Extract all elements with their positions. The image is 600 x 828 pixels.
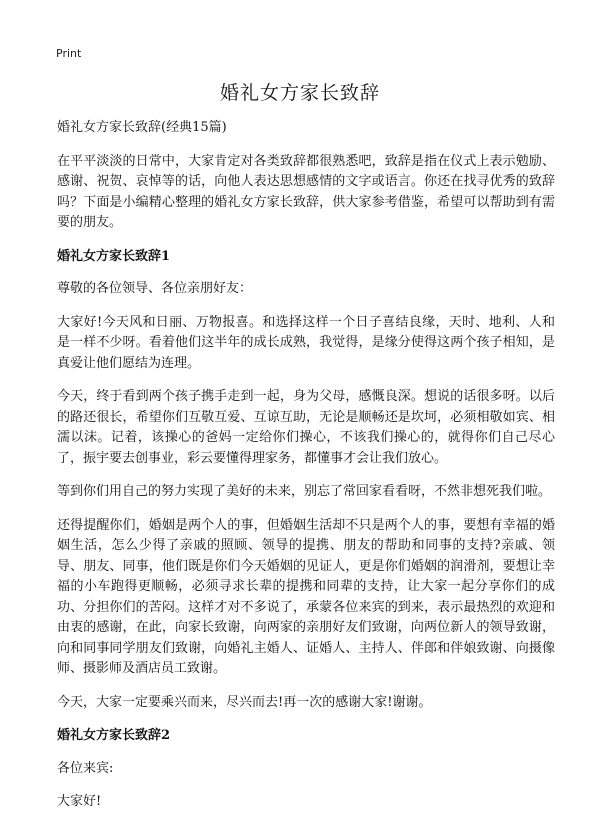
section-1-paragraph-4: 还得提醒你们，婚姻是两个人的事，但婚姻生活却不只是两个人的事，要想有幸福的婚姻生活，怎么少得了亲戚的照顾、领导的提携、朋友的帮助和同事的支持?亲戚、领导、朋友、同事，他们既是你们今天婚姻的见证人，更是你们婚姻的润滑剂，要想让幸福的小车跑得更顺畅，必须寻求长辈的提携和同辈的支持，让大家一起分享你们的成功、分担你们的苦闷。这样才对不多说了，承蒙各位来宾的到来，表示最热烈的欢迎和由衷的感谢，在此，向家长致谢，向两家的亲朋好友们致谢，向两位新人的领导致谢，向和同事同学朋友们致谢，向婚礼主婚人、证婚人、主持人、伴郎和伴娘致谢、向摄像师、摄影师及酒店员工致谢。 xyxy=(57,517,555,676)
section-1-paragraph-2: 今天，终于看到两个孩子携手走到一起，身为父母，感慨良深。想说的话很多呀。以后的路还很长，希望你们互敬互爱、互谅互助，无论是顺畅还是坎坷，必须相敬如宾、相濡以沫。记着，该操心的爸妈一定给你们操心，不该我们操心的，就得你们自己尽心了，振宇要去创事业，彩云要懂得理家务，都懂事才会让我们放心。 xyxy=(57,389,555,466)
section-1-paragraph-5: 今天，大家一定要乘兴而来，尽兴而去!再一次的感谢大家!谢谢。 xyxy=(57,694,432,710)
section-1-greeting: 尊敬的各位领导、各位亲朋好友： xyxy=(57,281,253,296)
section-2-paragraph-1: 大家好! xyxy=(57,794,102,809)
document-title: 婚礼女方家长致辞 xyxy=(219,82,380,104)
document-subtitle: 婚礼女方家长致辞(经典15篇) xyxy=(57,120,227,135)
section-1-paragraph-1: 大家好!今天风和日丽、万物报喜。和选择这样一个日子喜结良缘，天时、地利、人和是一样不少呀。看着他们这半年的成长成熟，我觉得，是缘分使得这两个孩子相知，是真爱让他们愿结为连理。 xyxy=(57,314,555,371)
document-body xyxy=(57,118,555,826)
section-1-paragraph-3: 等到你们用自己的努力实现了美好的未来，别忘了常回家看看呀，不然非想死我们啦。 xyxy=(57,484,552,499)
section-heading-1: 婚礼女方家长致辞1 xyxy=(57,248,171,264)
section-2-greeting: 各位来宾: xyxy=(57,760,114,776)
intro-paragraph: 在平平淡淡的日常中，大家肯定对各类致辞都很熟悉吧，致辞是指在仪式上表示勉励、感谢、祝贺、哀悼等的话，向他人表达思想感情的文字或语言。你还在找寻优秀的致辞吗？下面是小编精心整理的婚礼女方家长致辞，供大家参考借鉴，希望可以帮助到有需要的朋友。 xyxy=(57,153,555,230)
section-heading-2: 婚礼女方家长致辞2 xyxy=(57,728,171,743)
print-link[interactable]: Print xyxy=(56,47,82,60)
